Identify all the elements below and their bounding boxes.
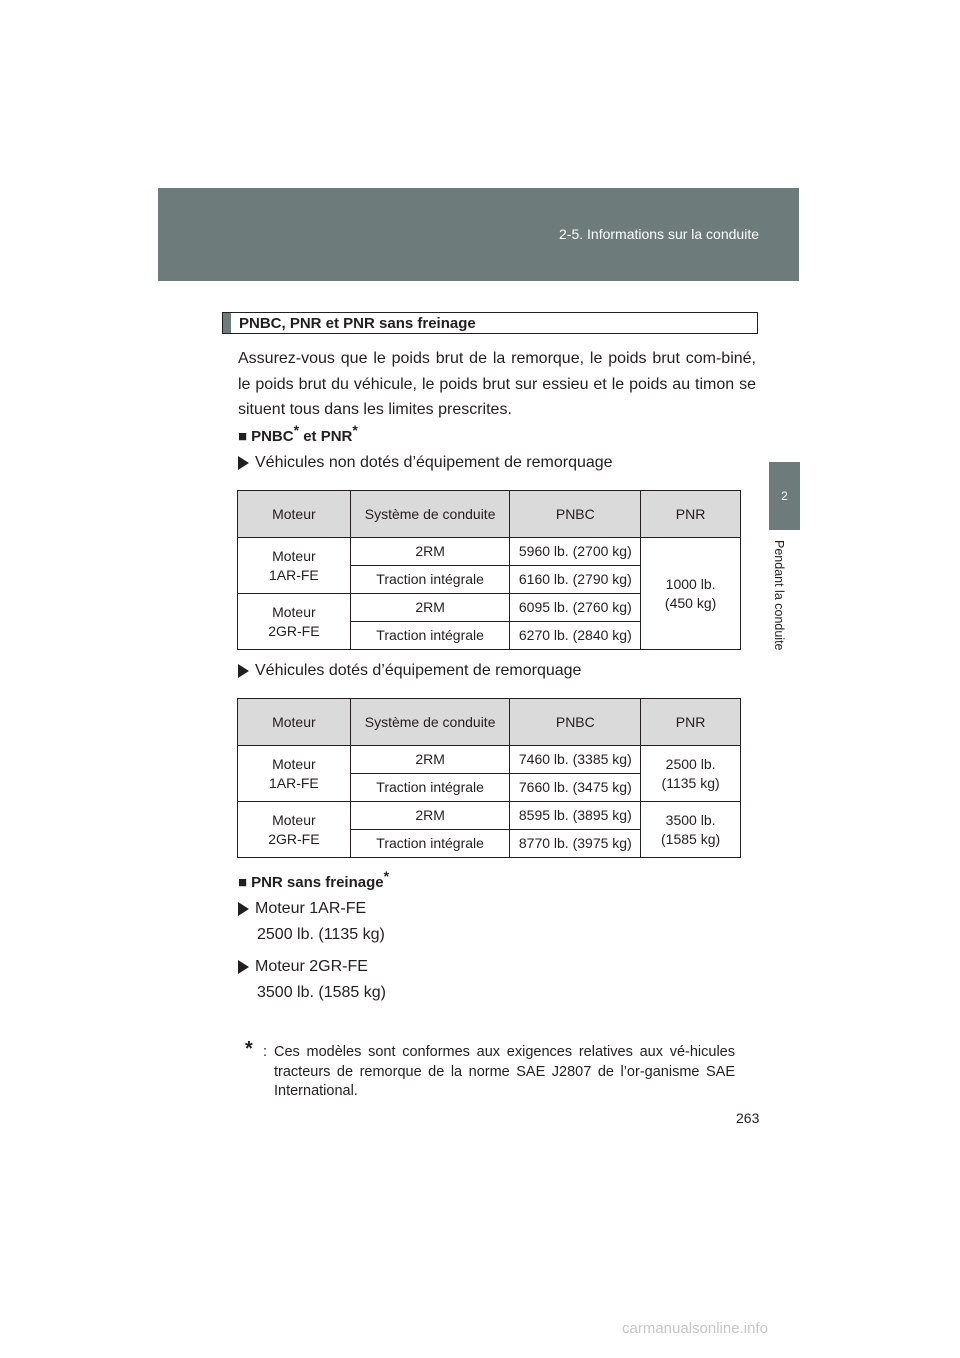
engine-cell: Moteur 2GR-FE bbox=[238, 802, 351, 858]
pnr-cell: 2500 lb. (1135 kg) bbox=[641, 746, 741, 802]
section-title: PNBC, PNR et PNR sans freinage bbox=[239, 314, 476, 332]
pnbc-cell: 8770 lb. (3975 kg) bbox=[510, 830, 641, 858]
footnote-asterisk-icon: * bbox=[245, 1038, 253, 1060]
table-header-row bbox=[238, 699, 741, 746]
section-title-marker bbox=[223, 313, 231, 333]
pnr-value-2gr: 3500 lb. (1585 kg) bbox=[257, 984, 386, 1001]
table-without-equipment bbox=[237, 490, 741, 650]
subheading-pnbc-pnr bbox=[238, 422, 358, 445]
footnote bbox=[245, 1038, 735, 1102]
system-cell: 2RM bbox=[350, 746, 510, 774]
header-cell: PNR bbox=[641, 699, 741, 746]
header-cell: Moteur bbox=[238, 491, 351, 538]
engine-cell: Moteur 1AR-FE bbox=[238, 746, 351, 802]
pnr-value-1ar: 2500 lb. (1135 kg) bbox=[257, 926, 385, 943]
subheading-pnr-no-brake bbox=[238, 868, 390, 891]
pnbc-cell: 6095 lb. (2760 kg) bbox=[510, 594, 641, 622]
system-cell: 2RM bbox=[350, 594, 510, 622]
bullet-label: Véhicules non dotés d’équipement de remorquage bbox=[255, 454, 613, 471]
asterisk-icon: * bbox=[352, 422, 358, 438]
page-number: 263 bbox=[736, 1110, 760, 1126]
square-bullet-icon: ■ bbox=[238, 428, 248, 445]
header-cell: PNR bbox=[641, 491, 741, 538]
header-cell: Moteur bbox=[238, 699, 351, 746]
watermark: carmanualsonline.info bbox=[622, 1320, 768, 1337]
asterisk-icon: * bbox=[293, 422, 300, 438]
triangle-bullet-icon bbox=[238, 456, 249, 470]
chapter-tab bbox=[769, 462, 800, 530]
bullet-engine-1ar bbox=[238, 900, 366, 918]
table-header-row bbox=[238, 491, 741, 538]
footnote-colon: : bbox=[263, 1044, 268, 1060]
system-cell: Traction intégrale bbox=[350, 622, 510, 650]
square-bullet-icon: ■ bbox=[238, 874, 248, 891]
pnr-cell: 3500 lb. (1585 kg) bbox=[641, 802, 741, 858]
pnbc-cell: 6270 lb. (2840 kg) bbox=[510, 622, 641, 650]
section-title-box bbox=[222, 312, 758, 334]
header-cell: Système de conduite bbox=[350, 491, 510, 538]
triangle-bullet-icon bbox=[238, 960, 249, 974]
system-cell: 2RM bbox=[350, 538, 510, 566]
system-cell: Traction intégrale bbox=[350, 774, 510, 802]
header-title: 2-5. Informations sur la conduite bbox=[559, 226, 759, 242]
system-cell: Traction intégrale bbox=[350, 830, 510, 858]
engine-cell: Moteur 1AR-FE bbox=[238, 538, 351, 594]
header-cell: Système de conduite bbox=[350, 699, 510, 746]
asterisk-icon: * bbox=[383, 868, 390, 884]
intro-paragraph: Assurez-vous que le poids brut de la remorque, le poids brut com-biné, le poids brut du véhicule, le poids brut sur essieu et le poids au timon se situent tous dans les limites prescrites. bbox=[238, 350, 756, 418]
triangle-bullet-icon bbox=[238, 664, 249, 678]
table-with-equipment bbox=[237, 698, 741, 858]
bullet-with-equipment bbox=[238, 662, 581, 680]
system-cell: 2RM bbox=[350, 802, 510, 830]
engine-cell: Moteur 2GR-FE bbox=[238, 594, 351, 650]
footnote-text: Ces modèles sont conformes aux exigences relatives aux vé-hicules tracteurs de remorque de la norme SAE J2807 de l’or-ganisme SAE International. bbox=[274, 1044, 735, 1099]
bullet-label: Véhicules dotés d’équipement de remorquage bbox=[255, 662, 582, 679]
subheading-label: PNR sans freinage bbox=[251, 874, 384, 891]
chapter-number: 2 bbox=[781, 489, 788, 503]
table-row bbox=[238, 538, 741, 566]
header-cell: PNBC bbox=[510, 491, 641, 538]
pnbc-cell: 5960 lb. (2700 kg) bbox=[510, 538, 641, 566]
pnbc-cell: 7460 lb. (3385 kg) bbox=[510, 746, 641, 774]
bullet-label: Moteur 1AR-FE bbox=[255, 900, 367, 917]
chapter-label: Pendant la conduite bbox=[772, 540, 786, 651]
pnbc-cell: 8595 lb. (3895 kg) bbox=[510, 802, 641, 830]
subheading-pnr-label: et PNR bbox=[299, 428, 353, 445]
table-row bbox=[238, 802, 741, 830]
header-band bbox=[158, 188, 799, 281]
system-cell: Traction intégrale bbox=[350, 566, 510, 594]
pnbc-cell: 7660 lb. (3475 kg) bbox=[510, 774, 641, 802]
table-row bbox=[238, 746, 741, 774]
bullet-label: Moteur 2GR-FE bbox=[255, 958, 368, 975]
subheading-pnbc-label: PNBC bbox=[251, 428, 294, 445]
triangle-bullet-icon bbox=[238, 902, 249, 916]
pnbc-cell: 6160 lb. (2790 kg) bbox=[510, 566, 641, 594]
header-cell: PNBC bbox=[510, 699, 641, 746]
bullet-engine-2gr bbox=[238, 958, 368, 976]
pnr-cell: 1000 lb. (450 kg) bbox=[641, 538, 741, 650]
bullet-without-equipment bbox=[238, 454, 613, 472]
